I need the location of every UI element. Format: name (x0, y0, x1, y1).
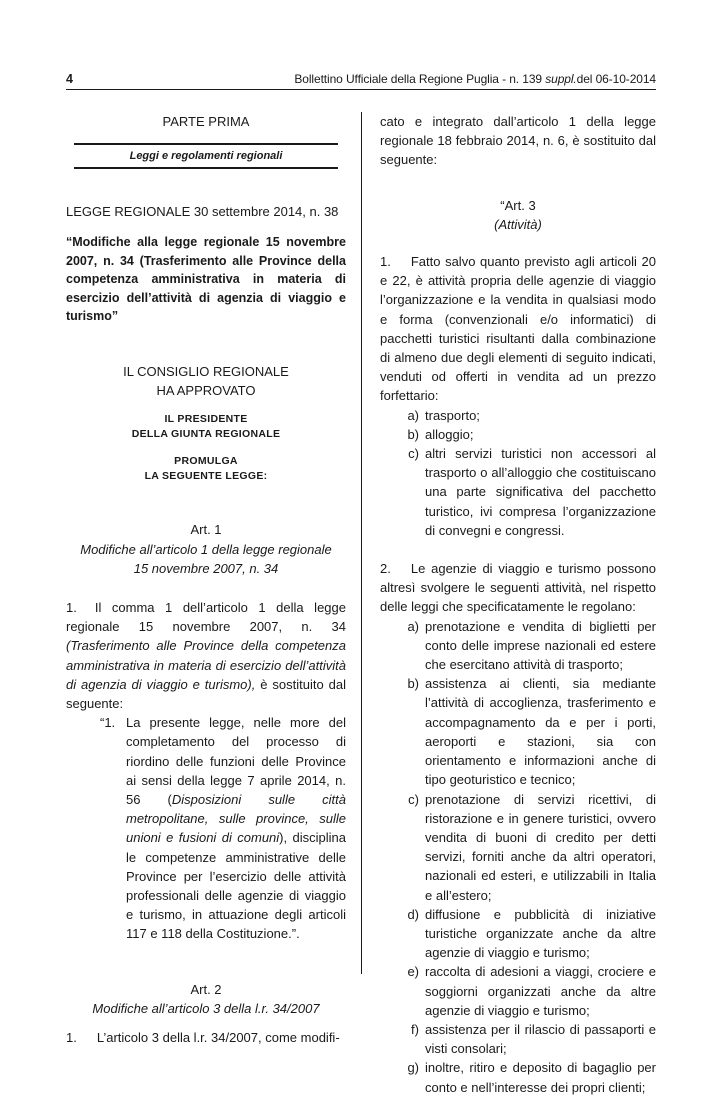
list-item (395, 674, 656, 789)
art2-subtitle: Modifiche all’articolo 3 della l.r. 34/2007 (92, 1000, 320, 1016)
art3-paragraph-1 (380, 252, 656, 406)
art1-paragraph (66, 598, 346, 713)
art1-subtitle-2: 15 novembre 2007, n. 34 (133, 560, 279, 576)
art1-quote-body (126, 713, 346, 943)
promulga-line-1: PROMULGA (174, 455, 238, 468)
list-item-marker: b) (407, 676, 419, 692)
art1-para-a: Il comma 1 dell’articolo 1 della legge regionale 15 novembre 2007, n. 34 (66, 599, 346, 635)
running-head-date: del 06-10-2014 (576, 72, 656, 86)
art1-para-num: 1. (66, 599, 77, 615)
running-head-text: Bollettino Ufficiale della Regione Puglia - n. 139 (294, 72, 546, 86)
art1-quote-b: Disposizioni sulle città metropolitane, sulle province, sulle unioni e fusioni di comuni (126, 791, 346, 846)
promulga-line-2: LA SEGUENTE LEGGE: (144, 470, 268, 483)
art1-heading: Art. 1 (190, 522, 222, 538)
list-item-text: trasporto; (425, 407, 480, 423)
list-item (395, 962, 656, 1020)
list-item (395, 1020, 656, 1058)
section-rule-bottom (74, 167, 338, 169)
list-item (395, 1058, 656, 1096)
list-item-marker: e) (407, 964, 419, 980)
list-item-text: diffusione e pubblicità di iniziative turistiche organizzate anche da altre agenzie di viaggio e turismo; (425, 906, 656, 961)
art2-paragraph (66, 1028, 346, 1047)
p1-text: Fatto salvo quanto previsto agli articoli 20 e 22, è attività propria delle agenzie di viaggio l’organizzazione e la vendita in qualsiasi modo e forma (convenzionali e/o informatici) di pacchetti turistici risultanti dalla combinazione di almeno due degli elementi di seguito indicati, venduti od offerti in vendita ad un prezzo forfettario: (380, 254, 656, 404)
right-column (380, 112, 656, 1097)
list-item (395, 406, 656, 425)
art1-subtitle-1: Modifiche all’articolo 1 della legge regionale (80, 541, 332, 557)
list-item (395, 905, 656, 963)
list-item-marker: f) (411, 1021, 419, 1037)
running-head-suppl: suppl. (545, 72, 577, 86)
list-item-marker: a) (407, 618, 419, 634)
list-item (395, 617, 656, 675)
council-line-2: HA APPROVATO (156, 383, 256, 399)
list-item-text: altri servizi turistici non accessori al trasporto o all’alloggio che costituiscano una parte significativa del pacchetto turistico, ivi compresa l’organizzazione di convegni e congressi. (425, 446, 656, 538)
part-title: PARTE PRIMA (162, 114, 250, 129)
running-head (294, 72, 656, 86)
art1-quote-mark: “1. (100, 715, 116, 731)
list-item-marker: d) (407, 906, 419, 922)
art2-para-text: L’articolo 3 della l.r. 34/2007, come modifi- (96, 1029, 340, 1045)
list-item-marker: b) (407, 426, 419, 442)
p1-num: 1. (380, 254, 391, 270)
section-title: Leggi e regolamenti regionali (129, 150, 283, 163)
president-line-1: IL PRESIDENTE (164, 413, 248, 426)
list-item-marker: a) (407, 407, 419, 423)
art3-paragraph-2 (380, 559, 656, 617)
art3-p2-list (395, 617, 656, 1097)
section-rule-top (74, 143, 338, 145)
list-item-text: assistenza per il rilascio di passaporti e visti consolari; (425, 1021, 656, 1057)
art3-subtitle: (Attività) (494, 216, 542, 232)
p2-text: Le agenzie di viaggio e turismo possono altresì svolgere le seguenti attività, nel rispetto delle leggi che specificatamente le regolano: (380, 561, 656, 615)
list-item-marker: g) (407, 1060, 419, 1076)
list-item (395, 444, 656, 540)
list-item-text: prenotazione di servizi ricettivi, di ristorazione e in genere turistici, ovvero vendita di buoni di credito per detti servizi, forniti anche da altri operatori, nazionali ed esteri, e utilizzabili in Italia e all’estero; (425, 791, 656, 903)
left-column (66, 112, 346, 1047)
list-item-text: inoltre, ritiro e deposito di bagaglio per conto e nell’interesse dei propri clienti; (425, 1060, 656, 1095)
list-item-marker: c) (408, 791, 419, 807)
page-number: 4 (66, 72, 73, 86)
art2-heading: Art. 2 (190, 981, 222, 997)
art1-quote-c: ), disciplina le competenze amministrative delle Province per l’esercizio delle attività professionali delle agenzie di viaggio e turismo, in attuazione degli articoli 117 e 118 della Costituzione.”. (126, 830, 346, 942)
list-item (395, 790, 656, 905)
art2-para-num: 1. (66, 1029, 77, 1045)
president-line-2: DELLA GIUNTA REGIONALE (131, 428, 281, 441)
art1-para-c: è sostituito dal seguente: (66, 676, 346, 711)
p2-num: 2. (380, 561, 391, 577)
law-title: “Modifiche alla legge regionale 15 novembre 2007, n. 34 (Trasferimento alle Province della competenza amministrativa in materia di esercizio dell’attività di agenzia di viaggio e turismo” (66, 235, 346, 324)
art1-quote-a: La presente legge, nelle more del completamento del processo di riordino delle funzioni delle Province ai sensi della legge 7 aprile 2014, n. 56 ( (126, 715, 346, 807)
header-rule (66, 89, 656, 90)
art1-quoted-text (100, 713, 346, 943)
page-header (66, 72, 656, 90)
art3-p1-list (395, 406, 656, 540)
art3-heading: “Art. 3 (500, 197, 536, 213)
council-line-1: IL CONSIGLIO REGIONALE (123, 363, 289, 379)
list-item-marker: c) (408, 446, 419, 462)
column-divider (361, 112, 362, 974)
continuation-text: cato e integrato dall’articolo 1 della legge regionale 18 febbraio 2014, n. 6, è sostituito dal seguente: (380, 114, 656, 168)
law-date: LEGGE REGIONALE 30 settembre 2014, n. 38 (66, 204, 339, 220)
list-item (395, 425, 656, 444)
art1-para-b: (Trasferimento alle Province della competenza amministrativa in materia di esercizio dell’attività di agenzia di viaggio e turismo), (66, 638, 346, 692)
list-item-text: prenotazione e vendita di biglietti per conto delle imprese nazionali ed estere che esercitano attività di trasporto; (425, 618, 656, 673)
list-item-text: assistenza ai clienti, sia mediante l’attività di accoglienza, trasferimento e accompagnamento da e per i porti, aeroporti e stazioni, sia con orientamento e informazioni anche di tipo geoturistico e tecnico; (425, 676, 656, 788)
list-item-text: alloggio; (425, 426, 474, 442)
list-item-text: raccolta di adesioni a viaggi, crociere e soggiorni organizzati anche da altre agenzie di viaggio e turismo; (425, 964, 656, 1018)
